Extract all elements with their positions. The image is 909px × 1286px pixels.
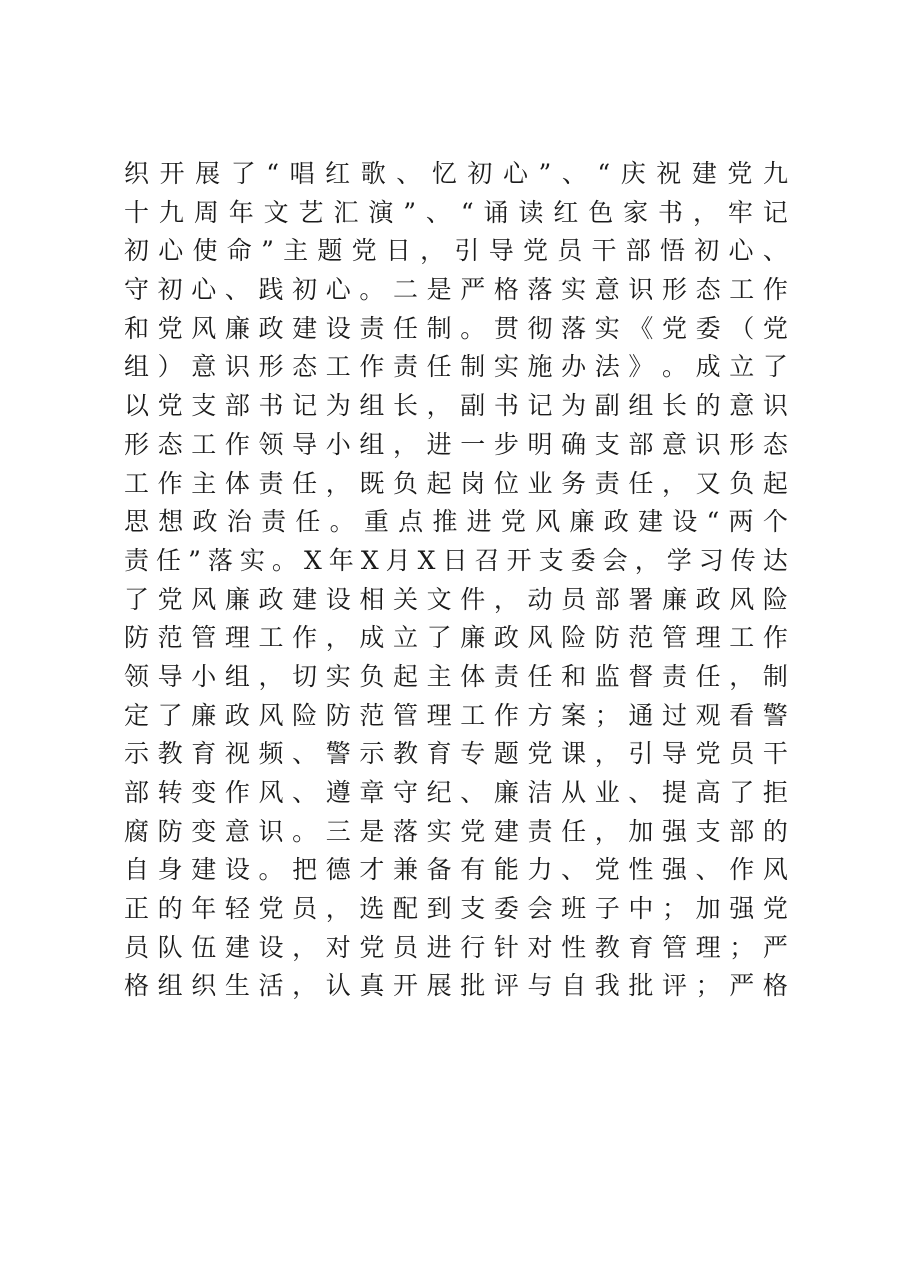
text-line: 十 九 周 年 文 艺 汇 演 ” 、 “ 诵 读 红 色 家 书 ， 牢 记 [124, 197, 788, 227]
text-line: 责 任 ” 落 实 。 X 年 X 月 X 日 召 开 支 委 会 ， 学 习 传 达 [124, 545, 788, 575]
text-line: 正 的 年 轻 党 员 ， 选 配 到 支 委 会 班 子 中 ； 加 强 党 [124, 894, 788, 924]
text-line: 防 范 管 理 工 作 ， 成 立 了 廉 政 风 险 防 范 管 理 工 作 [124, 623, 788, 653]
text-line: 思 想 政 治 责 任 。 重 点 推 进 党 风 廉 政 建 设 “ 两 个 [124, 507, 788, 537]
text-line: 定 了 廉 政 风 险 防 范 管 理 工 作 方 案 ； 通 过 观 看 警 [124, 700, 788, 730]
text-line: 部 转 变 作 风 、 遵 章 守 纪 、 廉 洁 从 业 、 提 高 了 拒 [124, 778, 788, 807]
text-line: 领 导 小 组 ， 切 实 负 起 主 体 责 任 和 监 督 责 任 ， 制 [124, 661, 788, 691]
text-line: 初 心 使 命 ” 主 题 党 日 ， 引 导 党 员 干 部 悟 初 心 、 [124, 236, 788, 266]
text-line: 员 队 伍 建 设 ， 对 党 员 进 行 针 对 性 教 育 管 理 ； 严 [124, 932, 788, 962]
text-line: 织 开 展 了 “ 唱 红 歌 、 忆 初 心 ” 、 “ 庆 祝 建 党 九 [124, 159, 788, 188]
body-text [124, 155, 788, 1006]
text-line: 格 组 织 生 活 ， 认 真 开 展 批 评 与 自 我 批 评 ； 严 格 [124, 971, 788, 1001]
text-line: 工 作 主 体 责 任 ， 既 负 起 岗 位 业 务 责 任 ， 又 负 起 [124, 468, 788, 498]
text-line: 示 教 育 视 频 、 警 示 教 育 专 题 党 课 ， 引 导 党 员 干 [124, 739, 788, 769]
text-line: 腐 防 变 意 识 。 三 是 落 实 党 建 责 任 ， 加 强 支 部 的 [124, 816, 788, 846]
text-line: 和 党 风 廉 政 建 设 责 任 制 。 贯 彻 落 实 《 党 委 （ 党 [124, 313, 788, 343]
text-line: 形 态 工 作 领 导 小 组 ， 进 一 步 明 确 支 部 意 识 形 态 [124, 429, 788, 459]
text-line: 守 初 心 、 践 初 心 。 二 是 严 格 落 实 意 识 形 态 工 作 [124, 275, 788, 305]
text-line: 组 ） 意 识 形 态 工 作 责 任 制 实 施 办 法 》 。 成 立 了 [124, 352, 788, 382]
text-line: 了 党 风 廉 政 建 设 相 关 文 件 ， 动 员 部 署 廉 政 风 险 [124, 584, 788, 614]
text-line: 以 党 支 部 书 记 为 组 长 ， 副 书 记 为 副 组 长 的 意 识 [124, 391, 788, 421]
text-line: 自 身 建 设 。 把 德 才 兼 备 有 能 力 、 党 性 强 、 作 风 [124, 855, 788, 885]
